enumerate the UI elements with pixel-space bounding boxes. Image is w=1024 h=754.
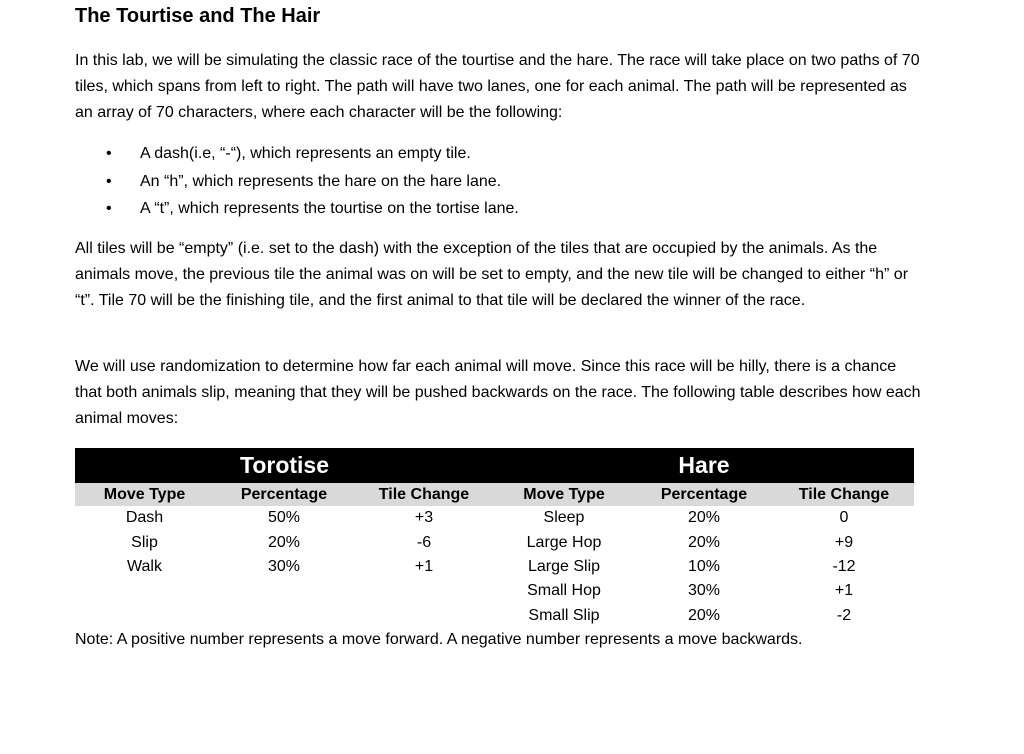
intro-paragraph: In this lab, we will be simulating the classic race of the tourtise and the hare. The race will take place on two paths of 70 tiles, which spans from left to right. The path will have two lanes, one for each animal. The path will be represented as an array of 70 characters, where each character will be the following: (75, 52, 920, 121)
table-cell: Dash (125, 509, 164, 527)
randomization-paragraph: We will use randomization to determine how far each animal will move. Since this race will be hilly, there is a chance that both animals slip, meaning that they will be pushed backwards on the race. The following table describes how each animal moves: (75, 358, 921, 427)
table-cell (354, 604, 494, 628)
table-cell (214, 579, 354, 603)
list-item-text: A dash(i.e, “-“), which represents an empty tile. (140, 145, 471, 162)
table-cell: -6 (416, 533, 432, 551)
list-item (75, 196, 519, 224)
bullet-icon: • (106, 172, 112, 190)
table-cell (75, 579, 214, 603)
table-cell: -12 (832, 557, 856, 575)
table-cell: 0 (839, 509, 849, 527)
table-cell: Small Slip (528, 606, 600, 624)
table-cell: Large Hop (526, 533, 602, 551)
table-cell: 30% (687, 582, 721, 600)
column-header: Percentage (240, 485, 328, 503)
document-title: The Tourtise and The Hair (75, 5, 321, 27)
table-row (75, 604, 914, 628)
table-cell: +9 (834, 533, 854, 551)
table-cell: Small Hop (527, 582, 601, 600)
bullet-icon: • (106, 200, 112, 217)
table-cell: Large Slip (527, 557, 601, 575)
column-header: Move Type (523, 485, 605, 503)
table-cell: Walk (127, 557, 162, 575)
table-row (75, 555, 914, 579)
tiles-paragraph: All tiles will be “empty” (i.e. set to the dash) with the exception of the tiles that are occupied by the animals. As the animals move, the previous tile the animal was on will be set to empty, and the new tile will be changed to either “h” or “t”. Tile 70 will be the finishing tile, and the first animal to that tile will be declared the winner of the race. (75, 240, 909, 309)
tile-types-list (75, 141, 519, 224)
column-header: Tile Change (378, 485, 470, 503)
list-item-text: A “t”, which represents the tourtise on the tortise lane. (140, 200, 519, 217)
list-item (75, 141, 519, 169)
table-cell: 10% (687, 557, 721, 575)
table-row (75, 506, 914, 530)
bullet-icon: • (106, 145, 112, 162)
table-row (75, 530, 914, 554)
table-cell: +1 (834, 582, 854, 600)
table-cell: 30% (267, 557, 301, 575)
column-header: Move Type (103, 485, 186, 503)
table-cell: 50% (267, 509, 301, 527)
animal-header-row (75, 448, 914, 483)
list-item (75, 169, 519, 197)
list-item-text: An “h”, which represents the hare on the hare lane. (140, 172, 502, 190)
table-cell: 20% (687, 606, 721, 624)
hare-header: Hare (678, 452, 730, 478)
table-cell: 20% (687, 509, 721, 527)
moves-table (75, 448, 914, 628)
table-cell: Slip (131, 533, 158, 551)
table-row (75, 579, 914, 603)
table-cell (354, 579, 494, 603)
table-cell: 20% (267, 533, 301, 551)
column-header-row (75, 483, 914, 506)
table-cell: 20% (687, 533, 721, 551)
table-cell: +3 (414, 509, 434, 527)
note-text: Note: A positive number represents a move forward. A negative number represents a move backwards. (75, 631, 803, 648)
table-cell: -2 (836, 606, 852, 624)
table-cell (75, 604, 214, 628)
tortoise-header: Torotise (239, 452, 330, 478)
table-cell: +1 (414, 557, 434, 575)
column-header: Tile Change (798, 485, 890, 503)
table-cell (214, 604, 354, 628)
column-header: Percentage (660, 485, 748, 503)
table-cell: Sleep (543, 509, 585, 527)
